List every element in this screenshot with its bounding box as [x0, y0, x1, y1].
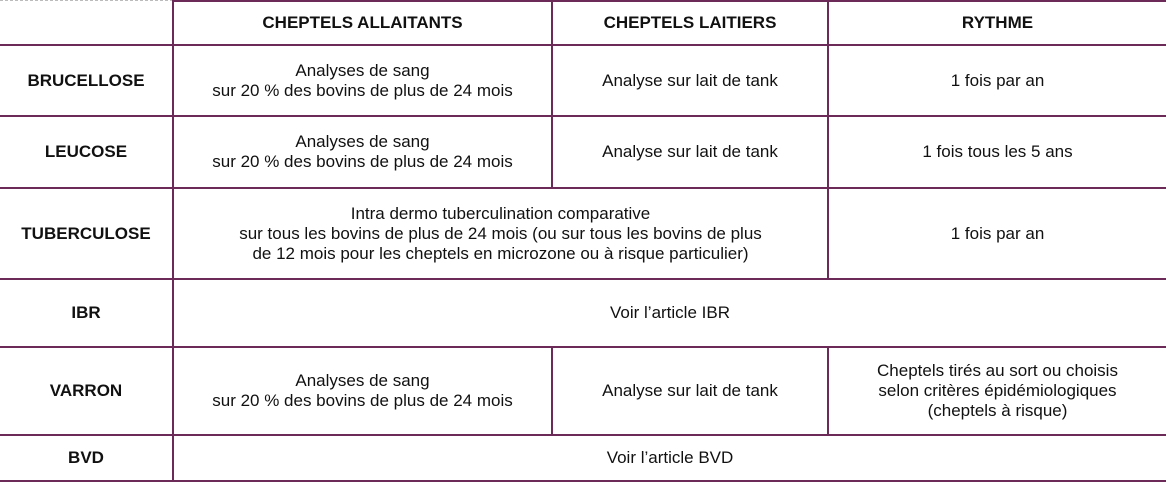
- table-row: [0, 116, 1166, 188]
- cell-allaitants-line: sur 20 % des bovins de plus de 24 mois: [212, 391, 513, 410]
- cell-rythme: 1 fois par an: [828, 45, 1166, 116]
- disease-label: BVD: [0, 435, 173, 481]
- header-row: [0, 1, 1166, 45]
- cell-rythme-line: Cheptels tirés au sort ou choisis: [877, 361, 1118, 380]
- cell-rythme: 1 fois tous les 5 ans: [828, 116, 1166, 188]
- cell-merged-allaitants-laitiers: [173, 188, 828, 279]
- cell-rythme-line: selon critères épidémiologiques: [878, 381, 1117, 400]
- table-row: [0, 45, 1166, 116]
- table-row: [0, 279, 1166, 347]
- disease-label: TUBERCULOSE: [0, 188, 173, 279]
- cell-allaitants-line: sur 20 % des bovins de plus de 24 mois: [212, 80, 513, 100]
- cell-allaitants-line: Analyses de sang: [295, 132, 430, 151]
- header-cheptels-allaitants: CHEPTELS ALLAITANTS: [173, 1, 552, 45]
- table-row: [0, 435, 1166, 481]
- cell-allaitants-line: sur 20 % des bovins de plus de 24 mois: [212, 152, 513, 171]
- header-cheptels-laitiers: CHEPTELS LAITIERS: [552, 1, 828, 45]
- table-row: [0, 347, 1166, 435]
- header-corner: [0, 1, 173, 45]
- cell-merged-line: Intra dermo tuberculination comparative: [350, 203, 651, 223]
- cell-merged-line: sur tous les bovins de plus de 24 mois (ou sur tous les bovins de plus: [239, 223, 762, 243]
- cell-allaitants: [173, 116, 552, 188]
- cell-rythme-line: (cheptels à risque): [927, 401, 1068, 420]
- cell-merged-all: Voir l’article IBR: [173, 279, 1166, 347]
- header-rythme: RYTHME: [828, 1, 1166, 45]
- cell-allaitants: [173, 347, 552, 435]
- cell-rythme: [828, 347, 1166, 435]
- cell-laitiers: Analyse sur lait de tank: [552, 45, 828, 116]
- disease-label: LEUCOSE: [0, 116, 173, 188]
- table-row: [0, 188, 1166, 279]
- disease-label: IBR: [0, 279, 173, 347]
- cell-allaitants-line: Analyses de sang: [295, 60, 430, 80]
- cell-laitiers: Analyse sur lait de tank: [552, 347, 828, 435]
- cell-rythme: 1 fois par an: [828, 188, 1166, 279]
- disease-label: VARRON: [0, 347, 173, 435]
- cell-allaitants-line: Analyses de sang: [295, 371, 430, 390]
- cell-merged-all: Voir l’article BVD: [173, 435, 1166, 481]
- cell-allaitants: [173, 45, 552, 116]
- cell-merged-line: de 12 mois pour les cheptels en microzone ou à risque particulier): [252, 243, 749, 263]
- disease-label: BRUCELLOSE: [0, 45, 173, 116]
- cell-laitiers: Analyse sur lait de tank: [552, 116, 828, 188]
